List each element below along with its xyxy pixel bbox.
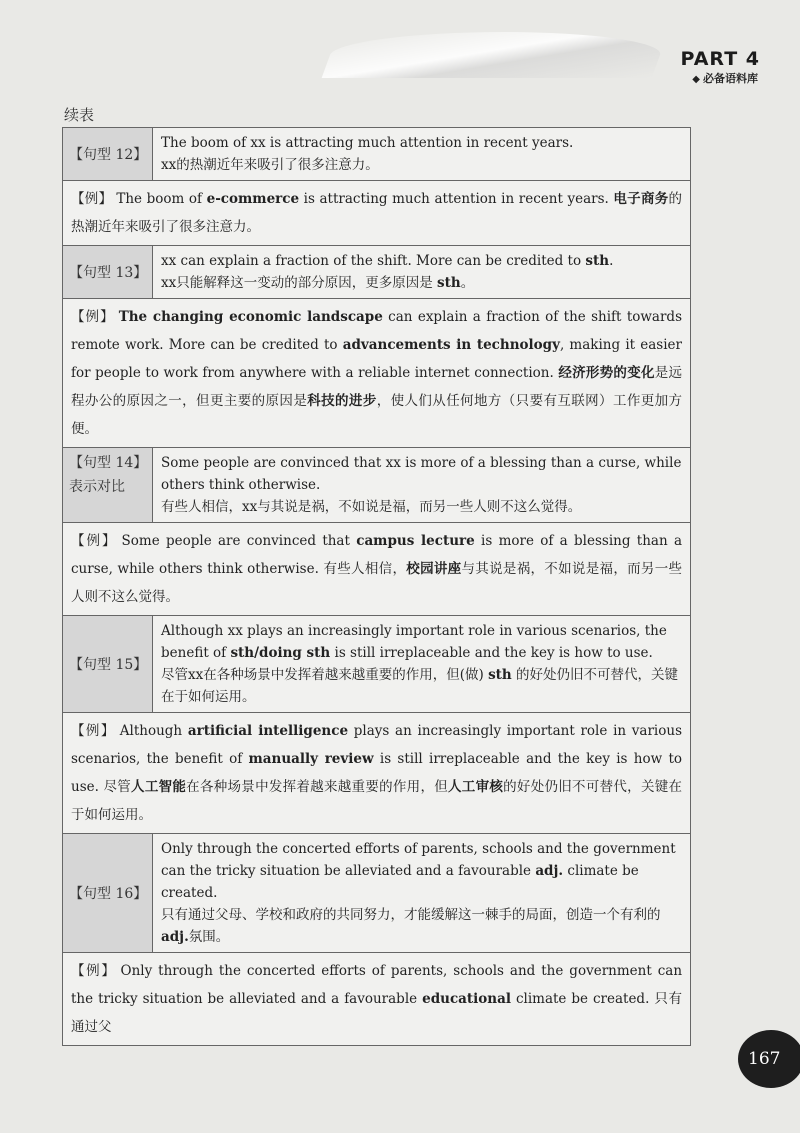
highlight-term: campus lecture xyxy=(356,533,475,549)
text-run: is more of a blessing than a curse, while others think otherwise. 有些人相信， xyxy=(71,533,683,577)
pattern-row-12 xyxy=(63,128,690,181)
example-text-16 xyxy=(63,953,690,1045)
pattern-chinese: xx的热潮近年来吸引了很多注意力。 xyxy=(161,157,379,173)
pattern-row-16 xyxy=(63,834,690,953)
text-run: 在各种场景中发挥着越来越重要的作用，但 xyxy=(186,779,449,795)
part-title: PART 4 xyxy=(680,48,760,70)
text-run: 与其说是祸，不如说是福，而另一些人则不这么觉得。 xyxy=(71,561,683,605)
text-run: xx只能解释这一变动的部分原因，更多原因是 xyxy=(161,275,438,291)
text-run: Only through the concerted efforts of parents, schools and the government can the tricky situation be alleviated and a favourable xyxy=(71,963,683,1007)
example-text-14 xyxy=(63,523,690,615)
pattern-chinese xyxy=(161,272,682,294)
text-run: climate be created. xyxy=(161,863,639,901)
text-run: 的好处仍旧不可替代，关键在于如何运用。 xyxy=(71,779,683,823)
pattern-chinese: 有些人相信，xx与其说是祸，不如说是福，而另一些人则不这么觉得。 xyxy=(161,499,582,515)
placeholder-term: adj. xyxy=(161,929,189,945)
highlight-term: advancements in technology xyxy=(342,337,560,353)
text-run: Although xx plays an increasingly important role in various scenarios, the benefit of xyxy=(161,623,667,661)
text-run: climate be created. 只有通过父 xyxy=(71,991,683,1035)
text-run: plays an increasingly important role in various scenarios, the benefit of xyxy=(71,723,682,767)
pattern-category: 表示对比 xyxy=(69,479,125,495)
pattern-chinese xyxy=(161,904,682,948)
pattern-label-text: 【句型 12】 xyxy=(69,147,148,163)
text-run: xx can explain a fraction of the shift. More can be credited to xyxy=(161,253,586,269)
example-tag: 【例】 xyxy=(71,963,117,979)
pattern-label-14 xyxy=(63,448,153,522)
text-run: 是远程办公的原因之一，但更主要的原因是 xyxy=(71,365,683,409)
text-run: is still irreplaceable and the key is how to use. 尽管 xyxy=(71,751,682,795)
text-run: 的好处仍旧不可替代，关键在于如何运用。 xyxy=(161,667,679,705)
placeholder-term: sth xyxy=(585,253,610,269)
placeholder-term: adj. xyxy=(535,863,564,879)
text-run: . xyxy=(609,253,614,269)
example-text-12 xyxy=(63,181,690,245)
example-row-15 xyxy=(63,713,690,834)
pattern-row-15 xyxy=(63,616,690,713)
pattern-row-13 xyxy=(63,246,690,299)
highlight-term: 人工智能 xyxy=(131,779,187,795)
header-decoration xyxy=(322,32,669,78)
pattern-label-13 xyxy=(63,246,153,298)
text-run: is attracting much attention in recent years. xyxy=(299,191,614,207)
text-run: xx xyxy=(250,135,266,151)
example-tag: 【例】 xyxy=(71,309,115,325)
text-run: is attracting much attention in recent years. xyxy=(265,135,574,151)
example-tag: 【例】 xyxy=(71,533,118,549)
example-text-13 xyxy=(63,299,690,447)
pattern-english xyxy=(161,838,682,904)
highlight-term: The changing economic landscape xyxy=(118,309,383,325)
pattern-label-text: 【句型 13】 xyxy=(69,265,148,281)
pattern-label-text: 【句型 16】 xyxy=(69,886,148,902)
pattern-content-12 xyxy=(153,128,690,180)
example-tag: 【例】 xyxy=(71,723,116,739)
pattern-content-14 xyxy=(153,448,690,522)
diamond-icon: ◆ xyxy=(692,74,700,85)
pattern-english xyxy=(161,250,682,272)
placeholder-term: sth/doing sth xyxy=(230,645,331,661)
text-run: The boom of xyxy=(116,191,207,207)
pattern-content-16 xyxy=(153,834,690,952)
placeholder-term: sth xyxy=(488,667,512,683)
highlight-term: manually review xyxy=(248,751,374,767)
highlight-term: 电子商务 xyxy=(613,191,669,207)
pattern-row-14 xyxy=(63,448,690,523)
pattern-content-13 xyxy=(153,246,690,298)
text-run: Only through the concerted efforts of parents, schools and the government can the tricky situation be alleviated and a favourable xyxy=(161,841,676,879)
text-run: is still irreplaceable and the key is how to use. xyxy=(330,645,653,661)
text-run: Although xyxy=(119,723,188,739)
text-run: 的热潮近年来吸引了很多注意力。 xyxy=(71,191,683,235)
sentence-pattern-table xyxy=(62,127,691,1046)
text-run: 。 xyxy=(460,275,475,291)
pattern-content-15 xyxy=(153,616,690,712)
highlight-term: educational xyxy=(422,991,511,1007)
placeholder-term: sth xyxy=(437,275,461,291)
page-number: 167 xyxy=(738,1030,800,1088)
example-text-15 xyxy=(63,713,690,833)
highlight-term: 经济形势的变化 xyxy=(558,365,655,381)
text-run: ，使人们从任何地方（只要有互联网）工作更加方便。 xyxy=(71,393,683,437)
part-subtitle xyxy=(692,70,758,86)
text-run: 只有通过父母、学校和政府的共同努力，才能缓解这一棘手的局面，创造一个有利的 xyxy=(161,907,661,923)
highlight-term: 科技的进步 xyxy=(307,393,377,409)
continued-label: 续表 xyxy=(64,106,95,124)
text-run: The boom of xyxy=(161,135,251,151)
example-tag: 【例】 xyxy=(71,191,113,207)
pattern-label-16 xyxy=(63,834,153,952)
text-run: 氛围。 xyxy=(188,929,230,945)
pattern-english xyxy=(161,620,682,664)
pattern-label-text: 【句型 15】 xyxy=(69,657,148,673)
part-subtitle-text: 必备语料库 xyxy=(703,72,758,85)
example-row-16 xyxy=(63,953,690,1046)
highlight-term: 校园讲座 xyxy=(406,561,462,577)
pattern-label-12 xyxy=(63,128,153,180)
highlight-term: artificial intelligence xyxy=(187,723,349,739)
example-row-12 xyxy=(63,181,690,246)
pattern-chinese xyxy=(161,664,682,708)
example-row-13 xyxy=(63,299,690,448)
pattern-english: Some people are convinced that xx is more of a blessing than a curse, while others think otherwise. xyxy=(161,455,682,493)
text-run: 尽管xx在各种场景中发挥着越来越重要的作用，但(做) xyxy=(161,667,489,683)
pattern-label-15 xyxy=(63,616,153,712)
pattern-label-text: 【句型 14】 xyxy=(69,455,148,471)
highlight-term: 人工审核 xyxy=(448,779,504,795)
text-run: can explain a fraction of the shift towards remote work. More can be credited to xyxy=(71,309,682,353)
text-run: Some people are convinced that xyxy=(121,533,357,549)
pattern-english xyxy=(161,132,682,154)
highlight-term: e-commerce xyxy=(206,191,300,207)
example-row-14 xyxy=(63,523,690,616)
text-run: , making it easier for people to work from anywhere with a reliable internet connection. xyxy=(71,337,682,381)
